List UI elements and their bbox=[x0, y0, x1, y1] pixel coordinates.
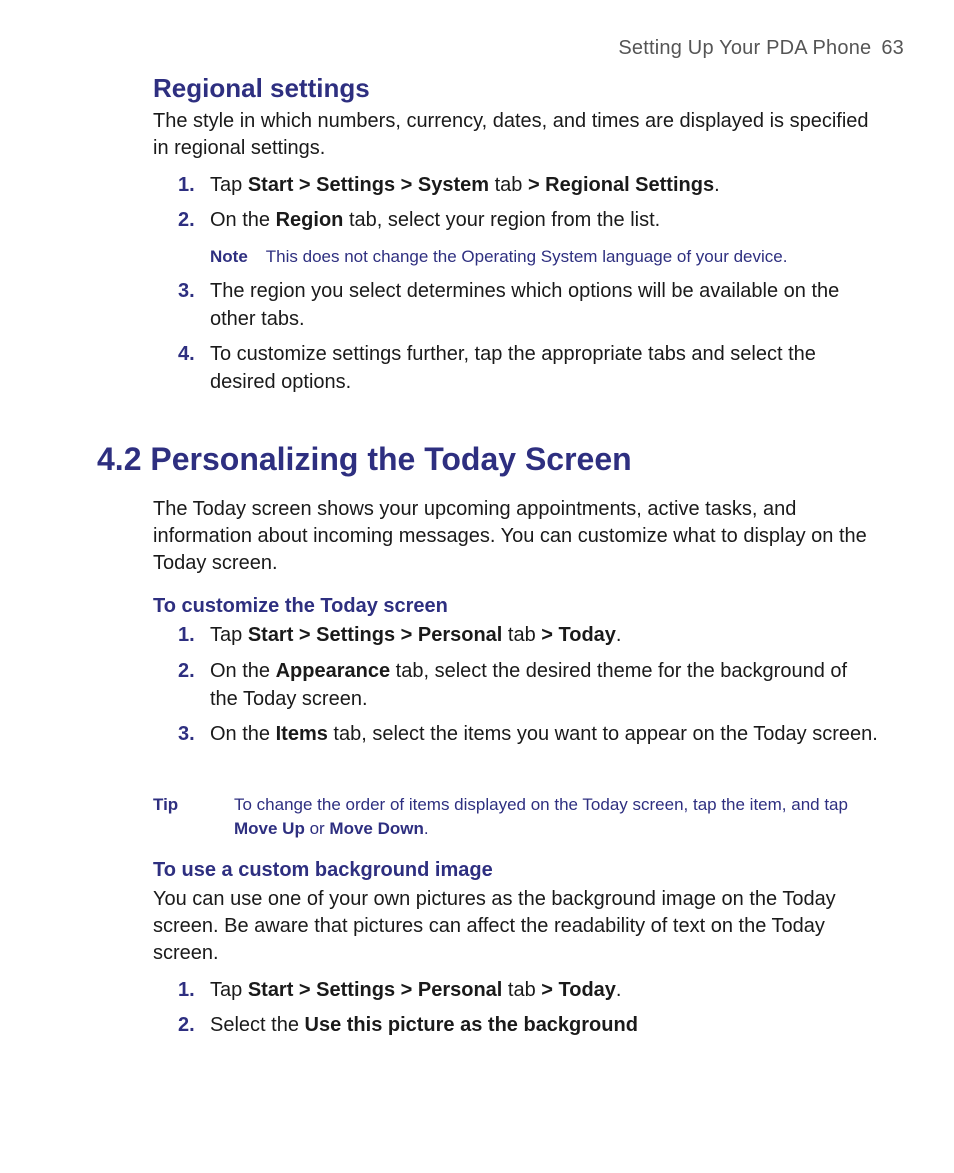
step-text: To customize settings further, tap the appropriate tabs and select the desired options. bbox=[210, 343, 816, 393]
note-label: Note bbox=[210, 247, 248, 266]
bold-text: Use this picture as the background bbox=[304, 1014, 638, 1036]
section-heading: 4.2 Personalizing the Today Screen bbox=[97, 441, 632, 477]
step-number: 2. bbox=[178, 660, 195, 682]
regional-intro: The style in which numbers, currency, dates, and times are displayed is specified in regional settings. bbox=[153, 110, 869, 159]
step-text: Tap Start > Settings > Personal tab > Today. bbox=[210, 979, 622, 1001]
customize-heading: To customize the Today screen bbox=[153, 595, 448, 617]
bold-text: Start > Settings > Personal bbox=[247, 979, 503, 1001]
step-number: 1. bbox=[178, 979, 195, 1001]
step-text: The region you select determines which options will be available on the other tabs. bbox=[210, 280, 840, 330]
bold-text: > Regional Settings bbox=[527, 174, 715, 196]
customize-step-1 bbox=[178, 621, 878, 649]
step-number: 4. bbox=[178, 343, 195, 365]
step-text: On the Appearance tab, select the desired theme for the background of the Today screen. bbox=[210, 660, 848, 710]
step-number: 3. bbox=[178, 280, 195, 302]
page-number: 63 bbox=[881, 37, 904, 59]
step-number: 1. bbox=[178, 624, 195, 646]
background-heading: To use a custom background image bbox=[153, 859, 493, 881]
step-number: 3. bbox=[178, 723, 195, 745]
note bbox=[210, 245, 880, 269]
bold-text: > Today bbox=[541, 979, 616, 1001]
step-number: 2. bbox=[178, 1014, 195, 1036]
bold-text: Move Down bbox=[329, 819, 424, 838]
running-header-title: Setting Up Your PDA Phone bbox=[618, 37, 872, 59]
step-number: 2. bbox=[178, 209, 195, 231]
regional-step-2 bbox=[178, 206, 878, 234]
bold-text: Region bbox=[275, 209, 344, 231]
step-text: Select the Use this picture as the background bbox=[210, 1014, 638, 1036]
bold-text: Start > Settings > System bbox=[247, 174, 490, 196]
regional-step-3 bbox=[178, 277, 878, 333]
bold-text: Move Up bbox=[234, 819, 305, 838]
background-step-2 bbox=[178, 1011, 878, 1039]
step-text: Tap Start > Settings > System tab > Regional Settings. bbox=[210, 174, 720, 196]
bold-text: Start > Settings > Personal bbox=[247, 624, 503, 646]
note-text: This does not change the Operating System language of your device. bbox=[265, 247, 788, 266]
tip bbox=[153, 793, 878, 841]
section-intro: The Today screen shows your upcoming appointments, active tasks, and information about incoming messages. You can customize what to display on the Today screen. bbox=[153, 498, 867, 574]
step-text: Tap Start > Settings > Personal tab > Today. bbox=[210, 624, 622, 646]
regional-settings-heading: Regional settings bbox=[153, 73, 370, 103]
regional-step-4 bbox=[178, 340, 878, 396]
bold-text: Items bbox=[275, 723, 328, 745]
step-text: On the Region tab, select your region from the list. bbox=[210, 209, 661, 231]
step-text: On the Items tab, select the items you want to appear on the Today screen. bbox=[210, 723, 878, 745]
tip-text: To change the order of items displayed on the Today screen, tap the item, and tap Move Up or Move Down. bbox=[234, 795, 848, 838]
running-header bbox=[618, 37, 904, 60]
customize-step-2 bbox=[178, 657, 878, 713]
bold-text: Appearance bbox=[275, 660, 391, 682]
customize-step-3 bbox=[178, 720, 878, 748]
background-intro: You can use one of your own pictures as the background image on the Today screen. Be aware that pictures can affect the readability of text on the Today screen. bbox=[153, 888, 836, 964]
step-number: 1. bbox=[178, 174, 195, 196]
bold-text: > Today bbox=[541, 624, 616, 646]
tip-label: Tip bbox=[153, 795, 179, 814]
background-step-1 bbox=[178, 976, 878, 1004]
regional-step-1 bbox=[178, 171, 878, 199]
